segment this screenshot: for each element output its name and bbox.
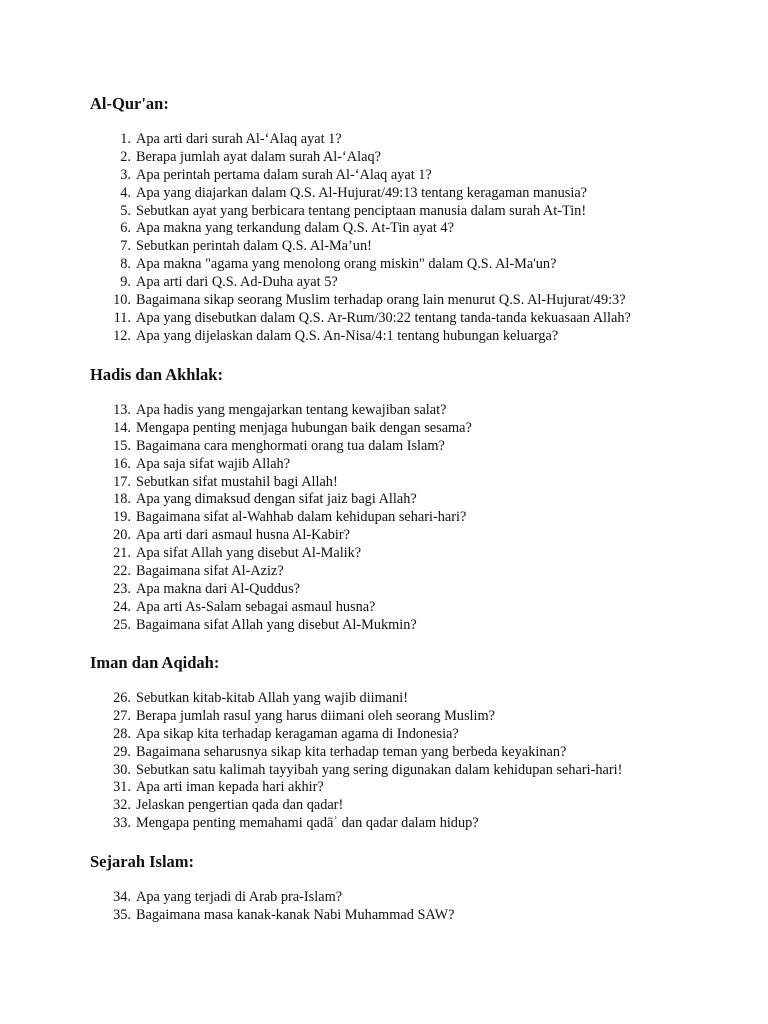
question-number: 30. — [113, 761, 131, 778]
question-number: 10. — [113, 292, 131, 309]
question-text: Apa arti iman kepada hari akhir? — [136, 779, 324, 796]
question-number: 27. — [113, 707, 131, 724]
question-text: Apa arti As-Salam sebagai asmaul husna? — [136, 598, 376, 615]
question-number: 2. — [120, 148, 131, 165]
question-number: 13. — [113, 402, 131, 418]
question-text: Bagaimana masa kanak-kanak Nabi Muhammad SAW? — [136, 906, 455, 923]
question-text: Apa perintah pertama dalam surah Al-‘Alaq ayat 1? — [136, 166, 432, 183]
question-number: 11. — [113, 309, 131, 326]
question-text: Bagaimana sifat Allah yang disebut Al-Mukmin? — [136, 616, 417, 633]
section-heading: Al-Qur'an: — [90, 94, 169, 113]
question-text: Bagaimana sifat Al-Aziz? — [136, 563, 284, 580]
section-heading: Sejarah Islam: — [90, 852, 195, 871]
question-text: Apa makna yang terkandung dalam Q.S. At-Tin ayat 4? — [136, 220, 454, 237]
question-text: Apa yang disebutkan dalam Q.S. Ar-Rum/30:22 tentang tanda-tanda kekuasaan Allah? — [136, 309, 631, 326]
question-number: 25. — [113, 616, 131, 633]
question-text: Apa makna dari Al-Quddus? — [136, 580, 300, 597]
question-number: 34. — [113, 889, 131, 905]
section-heading: Hadis dan Akhlak: — [90, 365, 223, 384]
question-number: 5. — [120, 202, 131, 219]
question-number: 8. — [120, 256, 131, 273]
question-text: Mengapa penting menjaga hubungan baik dengan sesama? — [136, 419, 472, 436]
question-text: Mengapa penting memahami qadāʾ dan qadar dalam hidup? — [136, 815, 479, 832]
question-text: Apa arti dari Q.S. Ad-Duha ayat 5? — [136, 274, 338, 291]
question-number: 16. — [113, 455, 131, 472]
question-text: Bagaimana sifat al-Wahhab dalam kehidupan sehari-hari? — [136, 509, 467, 526]
question-text: Bagaimana seharusnya sikap kita terhadap teman yang berbeda keyakinan? — [136, 743, 567, 760]
question-text: Apa yang terjadi di Arab pra-Islam? — [136, 889, 343, 905]
question-number: 22. — [113, 563, 131, 580]
question-number: 12. — [113, 327, 131, 344]
question-number: 17. — [113, 473, 131, 490]
question-number: 23. — [113, 580, 131, 597]
question-number: 21. — [113, 545, 131, 562]
question-text: Apa makna "agama yang menolong orang miskin" dalam Q.S. Al-Ma'un? — [136, 256, 557, 273]
question-text: Apa arti dari asmaul husna Al-Kabir? — [136, 527, 350, 544]
question-number: 24. — [113, 598, 131, 615]
question-text: Sebutkan sifat mustahil bagi Allah! — [136, 473, 338, 490]
question-text: Apa sikap kita terhadap keragaman agama di Indonesia? — [136, 725, 459, 742]
question-number: 32. — [113, 797, 131, 814]
question-number: 7. — [120, 238, 131, 255]
question-text: Apa hadis yang mengajarkan tentang kewajiban salat? — [136, 402, 447, 418]
question-number: 20. — [113, 527, 131, 544]
question-text: Apa yang diajarkan dalam Q.S. Al-Hujurat/49:13 tentang keragaman manusia? — [136, 184, 588, 201]
question-text: Sebutkan ayat yang berbicara tentang penciptaan manusia dalam surah At-Tin! — [136, 202, 587, 219]
question-number: 14. — [113, 419, 131, 436]
question-text: Bagaimana cara menghormati orang tua dalam Islam? — [136, 437, 445, 454]
question-text: Sebutkan kitab-kitab Allah yang wajib diimani! — [136, 690, 408, 706]
question-number: 19. — [113, 509, 131, 526]
question-text: Berapa jumlah ayat dalam surah Al-‘Alaq? — [136, 148, 381, 165]
question-number: 4. — [120, 184, 131, 201]
question-number: 1. — [120, 131, 131, 147]
question-text: Jelaskan pengertian qada dan qadar! — [136, 797, 344, 814]
question-text: Sebutkan perintah dalam Q.S. Al-Ma’un! — [136, 238, 372, 255]
question-number: 33. — [113, 815, 131, 832]
question-text: Apa sifat Allah yang disebut Al-Malik? — [136, 545, 362, 562]
question-text: Berapa jumlah rasul yang harus diimani oleh seorang Muslim? — [136, 707, 495, 724]
question-number: 18. — [113, 491, 131, 508]
question-text: Apa yang dimaksud dengan sifat jaiz bagi Allah? — [136, 491, 417, 508]
question-number: 28. — [113, 725, 131, 742]
question-number: 29. — [113, 743, 131, 760]
question-text: Apa saja sifat wajib Allah? — [136, 455, 291, 472]
question-number: 35. — [113, 906, 131, 923]
question-text: Sebutkan satu kalimah tayyibah yang sering digunakan dalam kehidupan sehari-hari! — [136, 761, 623, 778]
question-number: 6. — [120, 220, 131, 237]
question-number: 3. — [120, 166, 131, 183]
question-text: Bagaimana sikap seorang Muslim terhadap orang lain menurut Q.S. Al-Hujurat/49:3? — [136, 292, 626, 309]
question-text: Apa yang dijelaskan dalam Q.S. An-Nisa/4:1 tentang hubungan keluarga? — [136, 327, 559, 344]
question-number: 15. — [113, 437, 131, 454]
question-number: 26. — [113, 690, 131, 706]
section-heading: Iman dan Aqidah: — [90, 653, 220, 672]
question-text: Apa arti dari surah Al-‘Alaq ayat 1? — [136, 131, 342, 147]
question-number: 31. — [113, 779, 131, 796]
question-number: 9. — [120, 274, 131, 291]
